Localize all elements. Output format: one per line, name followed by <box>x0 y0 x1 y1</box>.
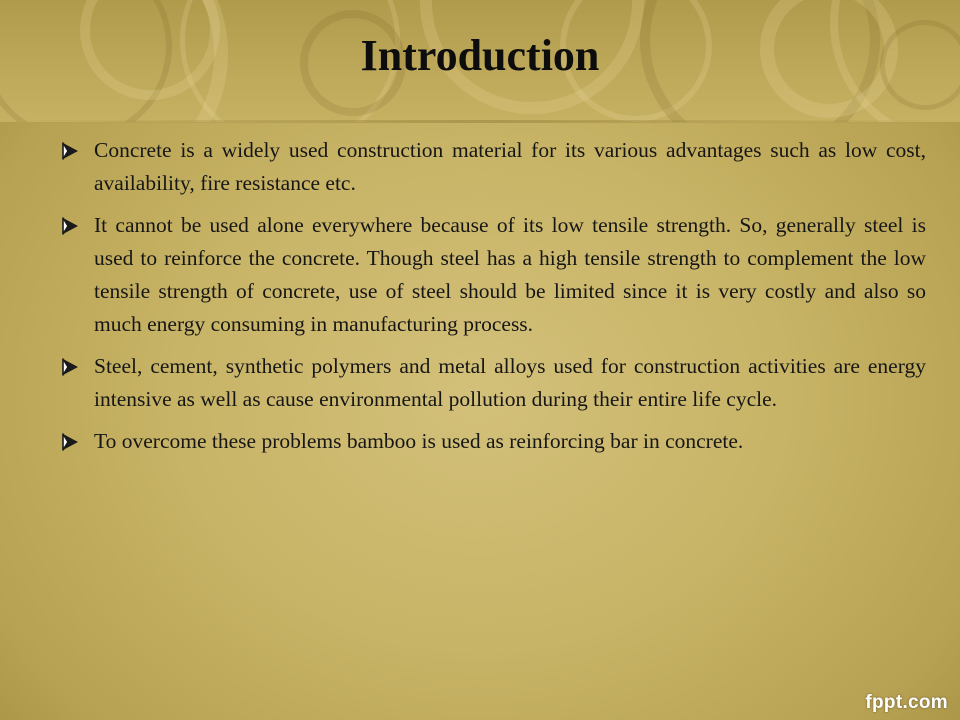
watermark-logo: fppt.com <box>865 692 948 713</box>
header-divider <box>0 120 960 123</box>
bullet-item <box>60 350 926 416</box>
bullet-text: It cannot be used alone everywhere because of its low tensile strength. So, generally steel is used to reinforce the concrete. Though steel has a high tensile strength to complement the low tensile strength of concrete, use of steel should be limited since it is very costly and also so much energy consuming in manufacturing process. <box>94 213 926 336</box>
arrowhead-bullet-icon <box>60 141 80 161</box>
bullet-text: Concrete is a widely used construction material for its various advantages such as low cost, availability, fire resistance etc. <box>94 138 926 195</box>
arrowhead-bullet-icon <box>60 216 80 236</box>
arrowhead-bullet-icon <box>60 432 80 452</box>
bullet-text: To overcome these problems bamboo is used as reinforcing bar in concrete. <box>94 429 744 453</box>
arrowhead-bullet-icon <box>60 357 80 377</box>
bullet-list <box>60 134 926 467</box>
bullet-item <box>60 134 926 200</box>
bullet-text: Steel, cement, synthetic polymers and metal alloys used for construction activities are energy intensive as well as cause environmental pollution during their entire life cycle. <box>94 354 926 411</box>
bullet-item <box>60 425 926 458</box>
bullet-item <box>60 209 926 341</box>
slide-title: Introduction <box>360 31 600 80</box>
